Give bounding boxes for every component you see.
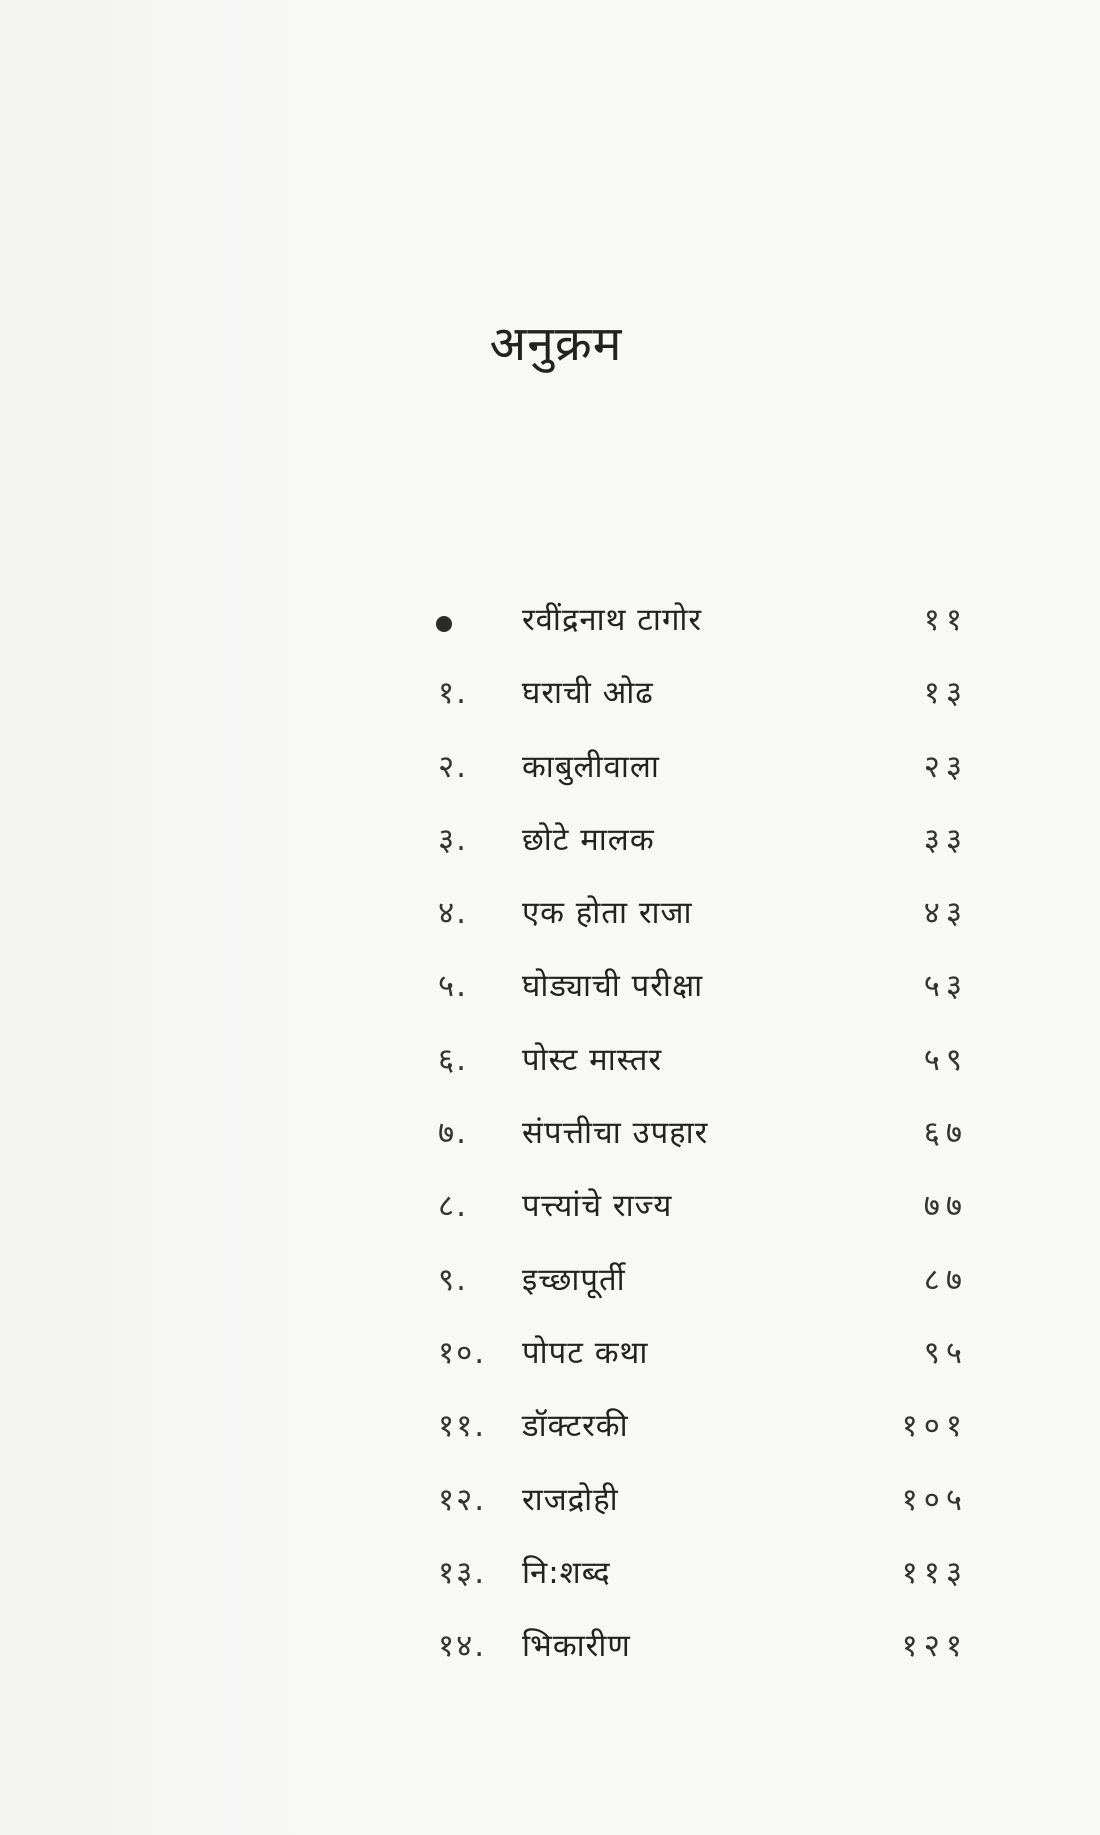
- toc-entry-number: १३.: [438, 1554, 487, 1591]
- toc-entry-number: ५.: [438, 968, 468, 1005]
- toc-entry-page: ९५: [923, 1334, 968, 1371]
- toc-entry: [0, 895, 1100, 968]
- toc-entry: [0, 602, 1100, 675]
- toc-entry-page: ४३: [923, 895, 968, 932]
- toc-entry: [0, 675, 1100, 748]
- toc-entry-title: भिकारीण: [522, 1628, 631, 1665]
- toc-entry-number: १.: [438, 675, 468, 712]
- toc-entry-title: रवींद्रनाथ टागोर: [522, 602, 703, 638]
- toc-entry-title: पोस्ट मास्तर: [522, 1041, 663, 1078]
- toc-entry: [0, 1115, 1100, 1188]
- toc-entry: [0, 968, 1100, 1041]
- toc-entry-number: ४.: [438, 895, 468, 932]
- toc-entry-number: ६.: [438, 1041, 468, 1078]
- toc-entry-page: ११: [923, 602, 968, 638]
- toc-entry-title: छोटे मालक: [522, 821, 655, 858]
- toc-entry-page: ११३: [901, 1554, 968, 1591]
- bullet-icon: [436, 616, 452, 632]
- toc-entry-title: डॉक्टरकी: [522, 1408, 629, 1445]
- toc-entry-number: २.: [438, 748, 468, 785]
- toc-entry-page: ८७: [923, 1261, 968, 1298]
- toc-entry: [0, 1042, 1100, 1115]
- toc-entry-page: ५३: [923, 968, 968, 1005]
- toc-entry-page: १२१: [901, 1628, 968, 1665]
- toc-entry: [0, 1408, 1100, 1481]
- toc-entry-title: नि:शब्द: [522, 1554, 611, 1591]
- toc-entry-title: एक होता राजा: [522, 895, 693, 932]
- toc-entry-page: १०५: [901, 1481, 968, 1518]
- toc-entry-number: ८.: [438, 1188, 468, 1225]
- toc-entry-number: ९.: [438, 1261, 468, 1298]
- toc-entry-title: राजद्रोही: [522, 1481, 619, 1518]
- toc-entry-title: संपत्तीचा उपहार: [522, 1115, 709, 1152]
- toc-entry: [0, 749, 1100, 822]
- toc-entry-page: ६७: [923, 1115, 968, 1152]
- toc-entry-page: ७७: [923, 1188, 968, 1225]
- toc-entry: [0, 1482, 1100, 1555]
- toc-entry-page: १०१: [901, 1408, 968, 1445]
- table-of-contents: [0, 602, 1100, 1701]
- toc-entry-number: ३.: [438, 821, 468, 858]
- toc-entry-title: इच्छापूर्ती: [522, 1261, 626, 1298]
- toc-entry-title: पोपट कथा: [522, 1334, 649, 1371]
- toc-entry-page: ३३: [923, 821, 968, 858]
- toc-entry-number: ७.: [438, 1115, 468, 1152]
- toc-entry-number: १२.: [438, 1481, 487, 1518]
- page-title: अनुक्रम: [489, 316, 623, 372]
- toc-entry-title: पत्त्यांचे राज्य: [522, 1188, 673, 1225]
- toc-entry: [0, 822, 1100, 895]
- toc-entry-page: १३: [923, 675, 968, 712]
- toc-entry-number: १०.: [438, 1334, 487, 1371]
- toc-entry-number: ११.: [438, 1408, 487, 1445]
- toc-entry-page: २३: [923, 748, 968, 785]
- toc-entry-title: घराची ओढ: [522, 675, 654, 712]
- toc-entry-title: घोड्याची परीक्षा: [522, 968, 704, 1005]
- toc-entry: [0, 1335, 1100, 1408]
- toc-entry: [0, 1262, 1100, 1335]
- toc-entry-page: ५९: [923, 1041, 968, 1078]
- toc-entry: [0, 1188, 1100, 1261]
- toc-entry: [0, 1628, 1100, 1701]
- toc-entry: [0, 1555, 1100, 1628]
- toc-entry-number: १४.: [438, 1628, 487, 1665]
- toc-entry-title: काबुलीवाला: [522, 748, 660, 785]
